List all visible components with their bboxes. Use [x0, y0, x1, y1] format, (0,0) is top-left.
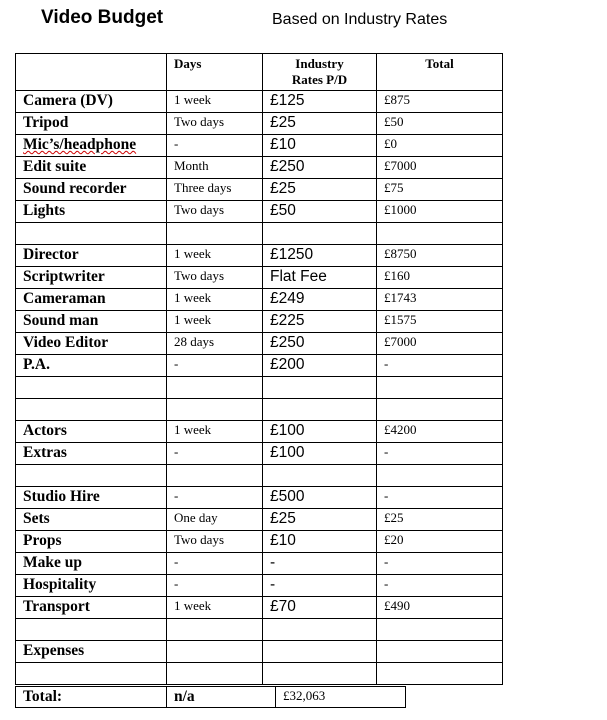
- total-cell: £25: [377, 509, 503, 531]
- total-cell: [377, 399, 503, 421]
- total-cell: [377, 663, 503, 685]
- days-cell: -: [167, 553, 263, 575]
- total-cell: -: [377, 575, 503, 597]
- rate-cell: £100: [263, 443, 377, 465]
- days-cell: -: [167, 135, 263, 157]
- item-cell: Sound man: [16, 311, 167, 333]
- total-cell: £4200: [377, 421, 503, 443]
- rate-cell: £200: [263, 355, 377, 377]
- table-row: [16, 377, 503, 399]
- table-row: [16, 113, 503, 135]
- rate-cell: £100: [263, 421, 377, 443]
- header-rate-line2: Rates P/D: [291, 72, 348, 87]
- item-cell: Director: [16, 245, 167, 267]
- document-title: Video Budget: [41, 7, 164, 28]
- table-row: [16, 179, 503, 201]
- total-cell: [377, 619, 503, 641]
- item-cell: [16, 223, 167, 245]
- rate-cell: [263, 399, 377, 421]
- total-cell: £1743: [377, 289, 503, 311]
- item-cell: Edit suite: [16, 157, 167, 179]
- days-cell: One day: [167, 509, 263, 531]
- table-row: [16, 311, 503, 333]
- table-row: [16, 465, 503, 487]
- rate-cell: [263, 663, 377, 685]
- total-cell: [377, 641, 503, 663]
- table-row: [16, 355, 503, 377]
- days-cell: 28 days: [167, 333, 263, 355]
- total-cell: -: [377, 553, 503, 575]
- table-header-row: [16, 54, 503, 91]
- table-row: [16, 267, 503, 289]
- table-row: [16, 487, 503, 509]
- total-cell: £7000: [377, 157, 503, 179]
- item-cell: Transport: [16, 597, 167, 619]
- days-cell: [167, 399, 263, 421]
- days-cell: Two days: [167, 267, 263, 289]
- item-cell: Make up: [16, 553, 167, 575]
- days-cell: Two days: [167, 113, 263, 135]
- days-cell: [167, 663, 263, 685]
- item-cell: Lights: [16, 201, 167, 223]
- days-cell: -: [167, 443, 263, 465]
- total-cell: [377, 377, 503, 399]
- document-subtitle: Based on Industry Rates: [272, 11, 448, 28]
- table-row: [16, 421, 503, 443]
- item-cell: [16, 663, 167, 685]
- budget-table: [15, 53, 503, 685]
- table-row: [16, 531, 503, 553]
- item-cell: Scriptwriter: [16, 267, 167, 289]
- total-cell: [377, 223, 503, 245]
- item-cell: [16, 465, 167, 487]
- table-row: [16, 575, 503, 597]
- total-cell: -: [377, 443, 503, 465]
- header-days: Days: [167, 54, 263, 91]
- days-cell: 1 week: [167, 311, 263, 333]
- table-row: [16, 619, 503, 641]
- item-cell: Sets: [16, 509, 167, 531]
- table-row: [16, 663, 503, 685]
- days-cell: 1 week: [167, 245, 263, 267]
- rate-cell: [263, 377, 377, 399]
- days-cell: [167, 641, 263, 663]
- rate-cell: -: [263, 575, 377, 597]
- days-cell: 1 week: [167, 91, 263, 113]
- table-row: [16, 245, 503, 267]
- rate-cell: [263, 465, 377, 487]
- rate-cell: £500: [263, 487, 377, 509]
- item-cell: Cameraman: [16, 289, 167, 311]
- table-row: [16, 641, 503, 663]
- days-cell: -: [167, 487, 263, 509]
- days-cell: [167, 619, 263, 641]
- item-cell: Camera (DV): [16, 91, 167, 113]
- item-cell: [16, 377, 167, 399]
- table-row: [16, 91, 503, 113]
- rate-cell: £10: [263, 135, 377, 157]
- table-row: [16, 597, 503, 619]
- table-row: [16, 399, 503, 421]
- header-total: Total: [377, 54, 503, 91]
- total-cell: £875: [377, 91, 503, 113]
- days-cell: Two days: [167, 201, 263, 223]
- item-cell: Props: [16, 531, 167, 553]
- rate-cell: £1250: [263, 245, 377, 267]
- days-cell: 1 week: [167, 597, 263, 619]
- rate-cell: £70: [263, 597, 377, 619]
- days-cell: [167, 223, 263, 245]
- total-cell: £75: [377, 179, 503, 201]
- days-cell: [167, 465, 263, 487]
- days-cell: Three days: [167, 179, 263, 201]
- rate-cell: £225: [263, 311, 377, 333]
- item-cell: Tripod: [16, 113, 167, 135]
- item-cell: [16, 399, 167, 421]
- header-rate: [263, 54, 377, 91]
- total-cell: £1575: [377, 311, 503, 333]
- table-row: [16, 289, 503, 311]
- rate-cell: [263, 223, 377, 245]
- rate-cell: £250: [263, 333, 377, 355]
- rate-cell: £25: [263, 113, 377, 135]
- rate-cell: £125: [263, 91, 377, 113]
- rate-cell: £50: [263, 201, 377, 223]
- total-cell: £160: [377, 267, 503, 289]
- rate-cell: [263, 641, 377, 663]
- total-cell: £1000: [377, 201, 503, 223]
- rate-cell: £249: [263, 289, 377, 311]
- table-row: [16, 443, 503, 465]
- item-cell: Hospitality: [16, 575, 167, 597]
- grand-total-days: n/a: [166, 686, 276, 708]
- total-cell: £50: [377, 113, 503, 135]
- total-cell: £20: [377, 531, 503, 553]
- item-label: Mic’s/headphone: [23, 136, 137, 153]
- budget-table-body: [16, 91, 503, 685]
- days-cell: Month: [167, 157, 263, 179]
- total-cell: -: [377, 355, 503, 377]
- item-cell: Actors: [16, 421, 167, 443]
- rate-cell: £10: [263, 531, 377, 553]
- table-row: [16, 201, 503, 223]
- item-cell: [16, 619, 167, 641]
- rate-cell: £250: [263, 157, 377, 179]
- item-cell: [16, 135, 167, 157]
- table-row: [16, 135, 503, 157]
- rate-cell: £25: [263, 509, 377, 531]
- grand-total-value: £32,063: [275, 686, 406, 708]
- days-cell: [167, 377, 263, 399]
- table-row: [16, 553, 503, 575]
- total-cell: [377, 465, 503, 487]
- table-row: [16, 509, 503, 531]
- item-cell: Expenses: [16, 641, 167, 663]
- item-cell: Studio Hire: [16, 487, 167, 509]
- total-cell: £490: [377, 597, 503, 619]
- rate-cell: Flat Fee: [263, 267, 377, 289]
- total-cell: £7000: [377, 333, 503, 355]
- header-rate-line1: Industry: [295, 56, 344, 71]
- item-cell: P.A.: [16, 355, 167, 377]
- item-cell: Sound recorder: [16, 179, 167, 201]
- days-cell: -: [167, 575, 263, 597]
- total-cell: -: [377, 487, 503, 509]
- rate-cell: [263, 619, 377, 641]
- rate-cell: -: [263, 553, 377, 575]
- item-cell: Extras: [16, 443, 167, 465]
- days-cell: Two days: [167, 531, 263, 553]
- header-item: [16, 54, 167, 91]
- days-cell: 1 week: [167, 289, 263, 311]
- days-cell: 1 week: [167, 421, 263, 443]
- days-cell: -: [167, 355, 263, 377]
- table-row: [16, 223, 503, 245]
- total-cell: £0: [377, 135, 503, 157]
- table-row: [16, 157, 503, 179]
- item-cell: Video Editor: [16, 333, 167, 355]
- total-cell: £8750: [377, 245, 503, 267]
- grand-total-label: Total:: [15, 686, 167, 708]
- table-row: [16, 333, 503, 355]
- rate-cell: £25: [263, 179, 377, 201]
